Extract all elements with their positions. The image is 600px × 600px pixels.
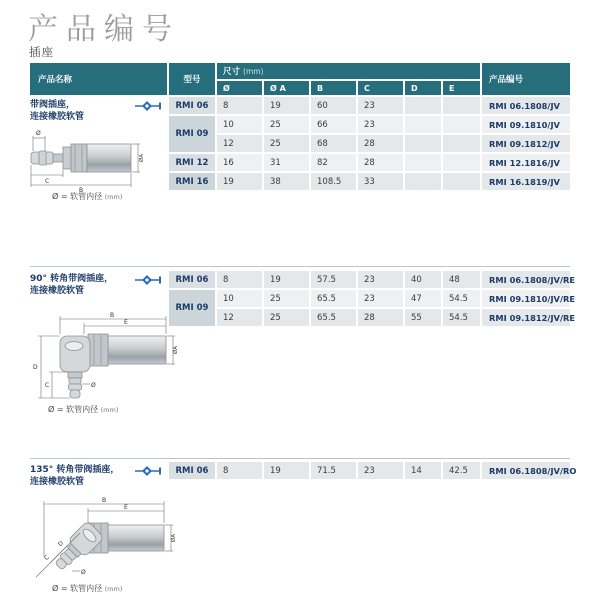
col-header-model: 型号 bbox=[169, 63, 215, 95]
dim-cell: 38 bbox=[264, 173, 309, 190]
coupling-symbol-icon bbox=[134, 274, 164, 286]
product-drawing-90deg-socket bbox=[24, 312, 179, 407]
section1-product-name: 带阀插座， 连接橡胶软管 bbox=[30, 100, 85, 122]
dim-cell: 28 bbox=[358, 154, 403, 171]
dim-cell: 19 bbox=[264, 271, 309, 288]
dim-cell: 12 bbox=[217, 135, 262, 152]
model-cell: RMI 09 bbox=[169, 290, 215, 326]
product-code-cell: RMI 09.1810/JV bbox=[482, 116, 570, 133]
product-code-cell: RMI 06.1808/JV/RE bbox=[482, 271, 570, 288]
dim-cell: 66 bbox=[311, 116, 356, 133]
dim-label: C bbox=[45, 382, 50, 389]
col-header-b: B bbox=[311, 81, 356, 95]
dim-label: D bbox=[33, 364, 38, 371]
product-code-cell: RMI 12.1816/JV bbox=[482, 154, 570, 171]
dim-cell: 82 bbox=[311, 154, 356, 171]
dim-cell: 23 bbox=[358, 271, 403, 288]
coupling-symbol-icon bbox=[134, 465, 164, 477]
dim-label: C bbox=[42, 553, 51, 562]
dimensions-unit: (mm) bbox=[243, 66, 264, 76]
col-header-e: E bbox=[443, 81, 480, 95]
dim-label: B bbox=[110, 312, 115, 319]
dim-cell: 8 bbox=[217, 462, 262, 479]
dim-label: B bbox=[102, 497, 107, 504]
dim-cell: 25 bbox=[264, 309, 309, 326]
col-header-product-name: 产品名称 bbox=[30, 63, 167, 95]
dim-label: C bbox=[45, 178, 50, 185]
dim-cell bbox=[443, 154, 480, 171]
dim-cell bbox=[405, 97, 441, 114]
dim-cell: 8 bbox=[217, 271, 262, 288]
footnote: Ø = 软管内径 (mm) bbox=[52, 192, 123, 201]
dim-cell: 47 bbox=[405, 290, 441, 307]
dim-cell: 23 bbox=[358, 116, 403, 133]
col-header-dimensions bbox=[217, 63, 480, 79]
dim-cell: 57.5 bbox=[311, 271, 356, 288]
product-drawing-135deg-socket bbox=[20, 497, 180, 592]
dim-cell: 60 bbox=[311, 97, 356, 114]
dim-cell: 19 bbox=[264, 462, 309, 479]
dim-label: ØA bbox=[171, 533, 177, 543]
col-header-dia: Ø bbox=[217, 81, 262, 95]
dim-cell: 10 bbox=[217, 116, 262, 133]
dim-cell: 42.5 bbox=[443, 462, 480, 479]
product-code-cell: RMI 09.1810/JV/RE bbox=[482, 290, 570, 307]
page-title: 产品编号 bbox=[28, 12, 180, 47]
dim-cell: 68 bbox=[311, 135, 356, 152]
dim-cell: 71.5 bbox=[311, 462, 356, 479]
table-body-straight-socket bbox=[169, 97, 570, 190]
model-cell: RMI 06 bbox=[169, 97, 215, 114]
dim-cell: 54.5 bbox=[443, 309, 480, 326]
dim-cell: 28 bbox=[358, 309, 403, 326]
dim-cell bbox=[443, 135, 480, 152]
dim-cell: 8 bbox=[217, 97, 262, 114]
dim-cell: 19 bbox=[217, 173, 262, 190]
dim-cell: 25 bbox=[264, 290, 309, 307]
product-code-cell: RMI 09.1812/JV bbox=[482, 135, 570, 152]
section-divider bbox=[30, 458, 570, 459]
coupling-symbol-icon bbox=[134, 100, 164, 112]
dim-cell: 23 bbox=[358, 290, 403, 307]
dim-label: B bbox=[79, 187, 84, 193]
dim-label: ØA bbox=[173, 345, 179, 355]
dim-cell: 54.5 bbox=[443, 290, 480, 307]
section2-product-name: 90° 转角带阀插座， 连接橡胶软管 bbox=[30, 274, 114, 296]
product-drawing-straight-socket bbox=[25, 127, 145, 193]
dim-cell: 31 bbox=[264, 154, 309, 171]
dim-cell bbox=[405, 116, 441, 133]
dim-cell: 25 bbox=[264, 135, 309, 152]
dim-cell: 19 bbox=[264, 97, 309, 114]
footnote: Ø = 软管内径 (mm) bbox=[48, 405, 119, 414]
dim-label: Ø bbox=[91, 382, 96, 389]
col-header-c: C bbox=[358, 81, 403, 95]
dim-label: D bbox=[56, 539, 66, 549]
table-header bbox=[30, 63, 570, 95]
dim-cell bbox=[443, 97, 480, 114]
section3-product-name: 135° 转角带阀插座， 连接橡胶软管 bbox=[30, 465, 120, 487]
dim-label: E bbox=[124, 319, 128, 326]
product-code-cell: RMI 09.1812/JV/RE bbox=[482, 309, 570, 326]
dim-cell bbox=[405, 173, 441, 190]
table-body-135deg-socket bbox=[169, 462, 577, 479]
footnote: Ø = 软管内径 (mm) bbox=[52, 584, 123, 593]
model-cell: RMI 09 bbox=[169, 116, 215, 152]
model-cell: RMI 06 bbox=[169, 462, 215, 479]
dim-cell: 14 bbox=[405, 462, 441, 479]
page-subtitle: 插座 bbox=[29, 45, 54, 59]
dim-cell: 55 bbox=[405, 309, 441, 326]
section-divider bbox=[30, 266, 570, 267]
dimensions-label: 尺寸 bbox=[223, 67, 241, 77]
model-cell: RMI 16 bbox=[169, 173, 215, 190]
product-code-cell: RMI 06.1808/JV/RO bbox=[482, 462, 570, 479]
col-header-dia-a: Ø A bbox=[264, 81, 309, 95]
dim-label: ØA bbox=[139, 153, 145, 163]
dim-label: E bbox=[124, 504, 128, 511]
model-cell: RMI 12 bbox=[169, 154, 215, 171]
model-cell: RMI 06 bbox=[169, 271, 215, 288]
dim-cell: 33 bbox=[358, 173, 403, 190]
col-header-product-code: 产品编号 bbox=[482, 63, 570, 95]
dim-cell: 65.5 bbox=[311, 309, 356, 326]
dim-label: Ø bbox=[81, 569, 86, 576]
dim-label: Ø bbox=[36, 130, 41, 137]
dim-cell: 23 bbox=[358, 97, 403, 114]
col-header-d: D bbox=[405, 81, 441, 95]
dim-cell: 23 bbox=[358, 462, 403, 479]
dim-cell bbox=[443, 173, 480, 190]
dim-cell: 108.5 bbox=[311, 173, 356, 190]
dim-cell: 25 bbox=[264, 116, 309, 133]
dim-cell bbox=[405, 135, 441, 152]
dim-cell: 10 bbox=[217, 290, 262, 307]
dim-cell: 28 bbox=[358, 135, 403, 152]
dim-cell: 40 bbox=[405, 271, 441, 288]
product-code-cell: RMI 16.1819/JV bbox=[482, 173, 570, 190]
product-code-cell: RMI 06.1808/JV bbox=[482, 97, 570, 114]
dim-cell: 12 bbox=[217, 309, 262, 326]
dim-cell bbox=[405, 154, 441, 171]
dim-cell: 48 bbox=[443, 271, 480, 288]
dim-cell: 65.5 bbox=[311, 290, 356, 307]
dim-cell: 16 bbox=[217, 154, 262, 171]
table-body-90deg-socket bbox=[169, 271, 576, 326]
dim-cell bbox=[443, 116, 480, 133]
